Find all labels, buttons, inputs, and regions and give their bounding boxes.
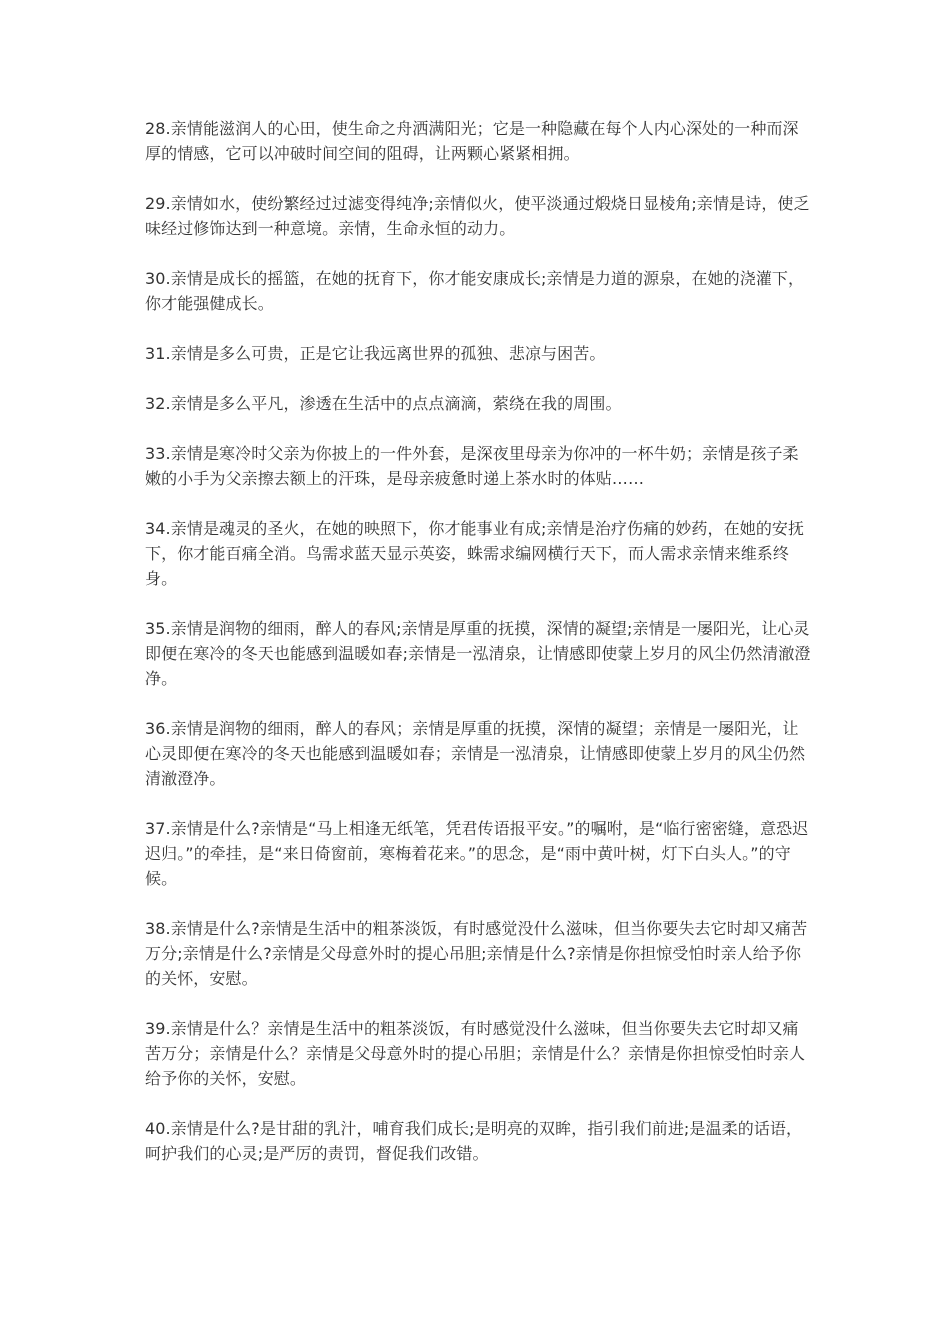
document-body [145, 116, 813, 1191]
paragraph-35: 35.亲情是润物的细雨，醉人的春风;亲情是厚重的抚摸，深情的凝望;亲情是一屡阳光，让心灵即便在寒冷的冬天也能感到温暖如春;亲情是一泓清泉，让情感即使蒙上岁月的风尘仍然清澈澄净。 [145, 619, 811, 688]
paragraph-31: 31.亲情是多么可贵，正是它让我远离世界的孤独、悲凉与困苦。 [145, 344, 606, 363]
paragraph-40: 40.亲情是什么?是甘甜的乳汁，哺育我们成长;是明亮的双眸，指引我们前进;是温柔的话语，呵护我们的心灵;是严厉的责罚，督促我们改错。 [145, 1119, 803, 1163]
paragraph-38: 38.亲情是什么?亲情是生活中的粗茶淡饭，有时感觉没什么滋味，但当你要失去它时却又痛苦万分;亲情是什么?亲情是父母意外时的提心吊胆;亲情是什么?亲情是你担惊受怕时亲人给予你的关怀，安慰。 [145, 919, 808, 988]
paragraph-32: 32.亲情是多么平凡，渗透在生活中的点点滴滴，萦绕在我的周围。 [145, 394, 622, 413]
paragraph-29: 29.亲情如水，使纷繁经过过滤变得纯净;亲情似火，使平淡通过煅烧日显棱角;亲情是诗，使乏味经过修饰达到一种意境。亲情，生命永恒的动力。 [145, 194, 810, 238]
paragraph-33: 33.亲情是寒冷时父亲为你披上的一件外套，是深夜里母亲为你冲的一杯牛奶；亲情是孩子柔嫩的小手为父亲擦去额上的汗珠，是母亲疲惫时递上茶水时的体贴…… [145, 444, 799, 488]
paragraph-28: 28.亲情能滋润人的心田，使生命之舟洒满阳光；它是一种隐藏在每个人内心深处的一种而深厚的情感，它可以冲破时间空间的阻碍，让两颗心紧紧相拥。 [145, 119, 799, 163]
paragraph-39: 39.亲情是什么？亲情是生活中的粗茶淡饭，有时感觉没什么滋味，但当你要失去它时却又痛苦万分；亲情是什么？亲情是父母意外时的提心吊胆；亲情是什么？亲情是你担惊受怕时亲人给予你的关怀，安慰。 [145, 1019, 806, 1088]
paragraph-30: 30.亲情是成长的摇篮，在她的抚育下，你才能安康成长;亲情是力道的源泉，在她的浇灌下，你才能强健成长。 [145, 269, 805, 313]
paragraph-34: 34.亲情是魂灵的圣火，在她的映照下，你才能事业有成;亲情是治疗伤痛的妙药，在她的安抚下，你才能百痛全消。鸟需求蓝天显示英姿，蛛需求编网横行天下，而人需求亲情来维系终身。 [145, 519, 805, 588]
paragraph-37: 37.亲情是什么?亲情是“马上相逢无纸笔，凭君传语报平安。”的嘱咐，是“临行密密缝，意恐迟迟归。”的牵挂，是“来日倚窗前，寒梅着花来。”的思念，是“雨中黄叶树，灯下白头人。”的守候。 [145, 819, 809, 888]
paragraph-36: 36.亲情是润物的细雨，醉人的春风；亲情是厚重的抚摸，深情的凝望；亲情是一屡阳光，让心灵即便在寒冷的冬天也能感到温暖如春；亲情是一泓清泉，让情感即使蒙上岁月的风尘仍然清澈澄净。 [145, 719, 806, 788]
